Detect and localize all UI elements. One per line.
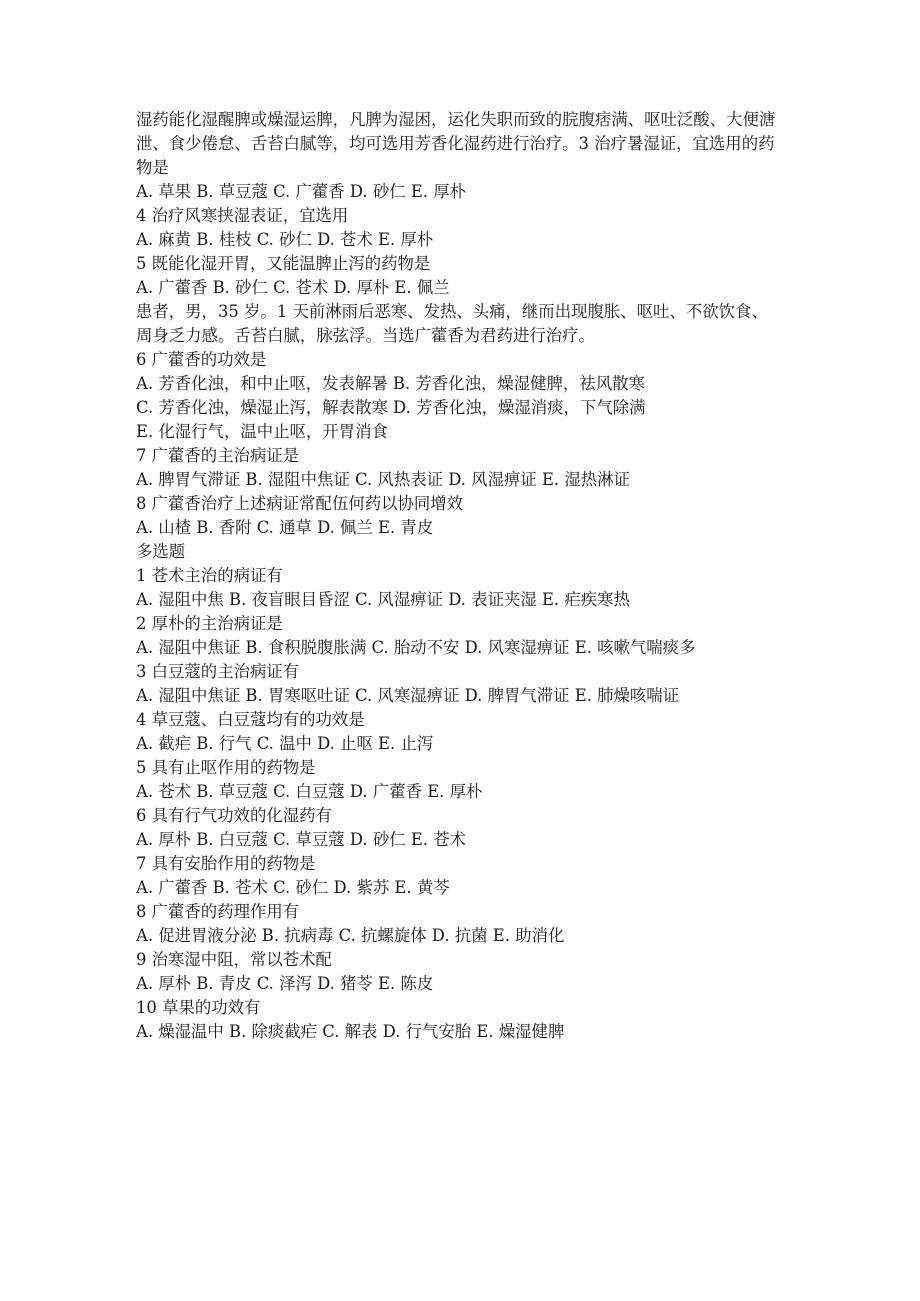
question-line: 6 广藿香的功效是 [136, 350, 267, 369]
options-line: A. 苍术 B. 草豆蔻 C. 白豆蔻 D. 广藿香 E. 厚朴 [136, 782, 483, 801]
section-heading: 多选题 [136, 542, 186, 561]
options-line: A. 脾胃气滞证 B. 湿阻中焦证 C. 风热表证 D. 风湿痹证 E. 湿热淋证 [136, 470, 630, 489]
options-line: A. 湿阻中焦 B. 夜盲眼目昏涩 C. 风湿痹证 D. 表证夹湿 E. 疟疾寒热 [136, 590, 630, 609]
options-line: A. 芳香化浊，和中止呕，发表解暑 B. 芳香化浊，燥湿健脾，祛风散寒 [136, 374, 645, 393]
question-line: 10 草果的功效有 [136, 998, 261, 1017]
question-line: 5 具有止呕作用的药物是 [136, 758, 316, 777]
options-line: A. 燥湿温中 B. 除痰截疟 C. 解表 D. 行气安胎 E. 燥湿健脾 [136, 1022, 565, 1041]
options-line: A. 促进胃液分泌 B. 抗病毒 C. 抗螺旋体 D. 抗菌 E. 助消化 [136, 926, 565, 945]
options-line: A. 麻黄 B. 桂枝 C. 砂仁 D. 苍术 E. 厚朴 [136, 230, 434, 249]
document-body [136, 108, 776, 1044]
question-line: 6 具有行气功效的化湿药有 [136, 806, 332, 825]
question-line: 2 厚朴的主治病证是 [136, 614, 283, 633]
options-line: A. 湿阻中焦证 B. 胃寒呕吐证 C. 风寒湿痹证 D. 脾胃气滞证 E. 肺燥咳喘证 [136, 686, 680, 705]
question-line: 4 草豆蔻、白豆蔻均有的功效是 [136, 710, 365, 729]
question-line: 7 广藿香的主治病证是 [136, 446, 300, 465]
options-line: A. 湿阻中焦证 B. 食积脱腹胀满 C. 胎动不安 D. 风寒湿痹证 E. 咳嗽气喘痰多 [136, 638, 696, 657]
question-line: 8 广藿香治疗上述病证常配伍何药以协同增效 [136, 494, 464, 513]
options-line: A. 厚朴 B. 青皮 C. 泽泻 D. 猪苓 E. 陈皮 [136, 974, 434, 993]
question-line: 1 苍术主治的病证有 [136, 566, 283, 585]
options-line: A. 广藿香 B. 苍术 C. 砂仁 D. 紫苏 E. 黄芩 [136, 878, 450, 897]
question-line: 9 治寒湿中阻，常以苍术配 [136, 950, 332, 969]
question-line: 3 白豆蔻的主治病证有 [136, 662, 300, 681]
options-line: A. 草果 B. 草豆蔻 C. 广藿香 D. 砂仁 E. 厚朴 [136, 182, 466, 201]
case-paragraph: 患者，男，35 岁。1 天前淋雨后恶寒、发热、头痛，继而出现腹胀、呕吐、不欲饮食、周身乏力感。舌苔白腻，脉弦浮。当选广藿香为君药进行治疗。 [136, 302, 768, 345]
question-line: 7 具有安胎作用的药物是 [136, 854, 316, 873]
options-line: E. 化湿行气，温中止呕，开胃消食 [136, 422, 388, 441]
question-line: 4 治疗风寒挟湿表证，宜选用 [136, 206, 349, 225]
question-line: 5 既能化湿开胃，又能温脾止泻的药物是 [136, 254, 431, 273]
options-line: A. 广藿香 B. 砂仁 C. 苍术 D. 厚朴 E. 佩兰 [136, 278, 450, 297]
options-line: A. 山楂 B. 香附 C. 通草 D. 佩兰 E. 青皮 [136, 518, 434, 537]
options-line: A. 厚朴 B. 白豆蔻 C. 草豆蔻 D. 砂仁 E. 苍术 [136, 830, 466, 849]
options-line: A. 截疟 B. 行气 C. 温中 D. 止呕 E. 止泻 [136, 734, 434, 753]
options-line: C. 芳香化浊，燥湿止泻，解表散寒 D. 芳香化浊，燥湿消痰，下气除满 [136, 398, 646, 417]
question-line: 8 广藿香的药理作用有 [136, 902, 300, 921]
intro-paragraph: 湿药能化湿醒脾或燥湿运脾，凡脾为湿困，运化失职而致的脘腹痞满、呕吐泛酸、大便溏泄、食少倦怠、舌苔白腻等，均可选用芳香化湿药进行治疗。3 治疗暑湿证，宜选用的药物是 [136, 110, 776, 177]
